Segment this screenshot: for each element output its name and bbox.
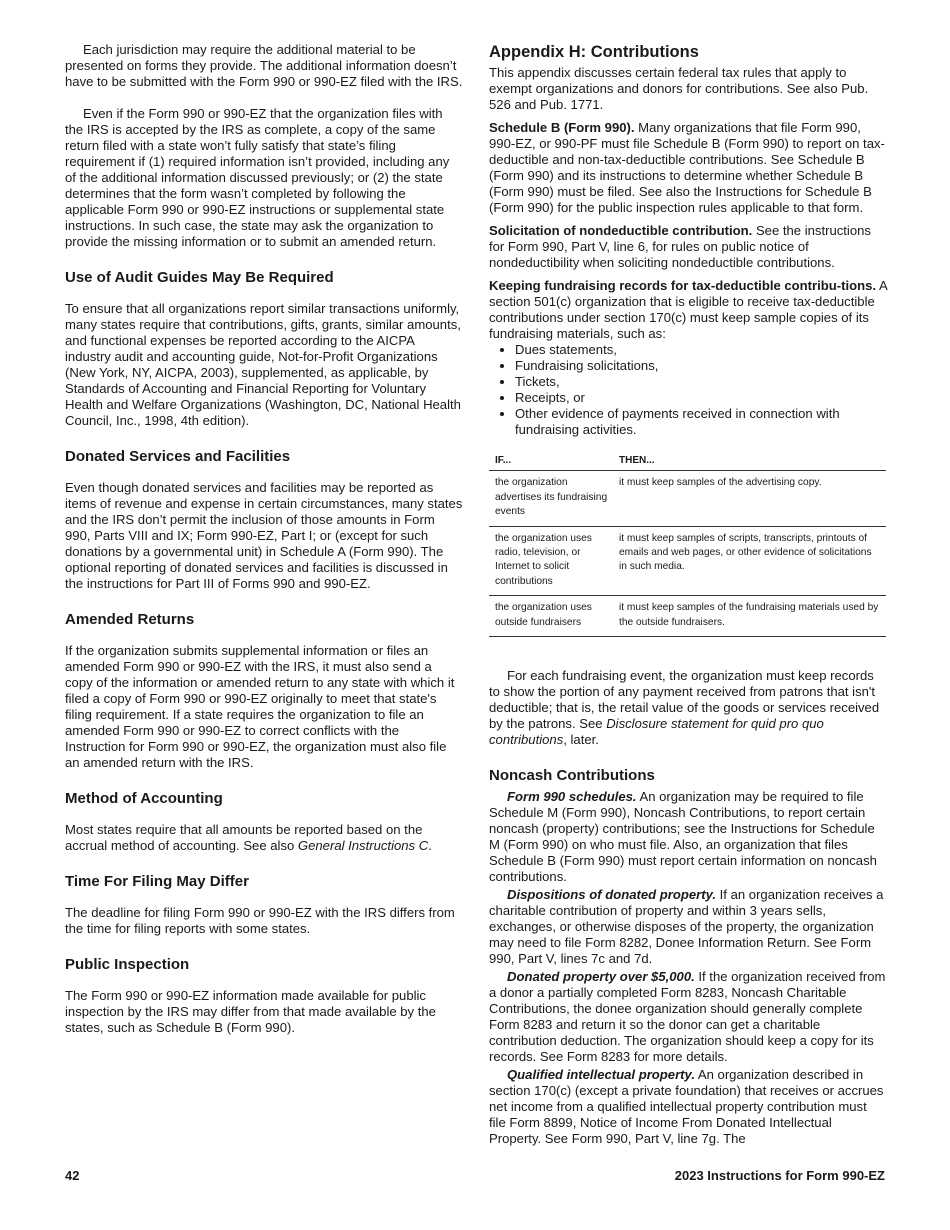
fundraising-materials-list xyxy=(489,342,887,438)
general-instructions-reference: General Instructions C xyxy=(297,838,429,853)
form-990-schedules-lead: Form 990 schedules. xyxy=(507,789,637,805)
intellectual-property-paragraph: Qualified intellectual property. An organization described in section 170(c) (except a private foundation) that receives or accrues net income from a qualified intellectual property contribution must file Form 8899, Notice of Income From Donated Intellectual Property. See Form 990, Part V, line 7g. The xyxy=(489,1067,884,1147)
amended-returns-paragraph: If the organization submits supplemental information or files an amended Form 990 or 990-EZ with the IRS, it must also send a copy of the information or amended return to any state with which it filed a copy of Form 990 or 990-EZ originally to meet that state's filing requirement. If a state requires the organization to file an amended Form 990 or 990-EZ to correct conflicts with the Instruction for Form 990 or 990-EZ, the organization must also file an amended return with the IRS. xyxy=(65,643,455,770)
table-cell-then: it must keep samples of the advertising copy. xyxy=(613,471,886,526)
intro-paragraph-2: Even if the Form 990 or 990-EZ that the organization files with the IRS is accepted by the IRS as complete, a copy of the same return filed with a state won’t fully satisfy that state’s filing requirement if (1) required information isn’t provided, including any of the additional information discussed previously; or (2) the state determines that the form wasn’t completed by following the applicable Form 990 or 990-EZ instructions or supplemental state instructions. In such case, the state may ask the organization to provide the missing information or to submit an amended return. xyxy=(65,106,450,249)
dispositions-paragraph: Dispositions of donated property. If an organization receives a charitable contribution of property and within 3 years sells, exchanges, or otherwise disposes of the property, the organization may need to file Form 8282, Donee Information Return. See Form 990, Part V, lines 7c and 7d. xyxy=(489,887,884,967)
amended-returns-heading: Amended Returns xyxy=(65,611,195,628)
table-cell-then: it must keep samples of the fundraising materials used by the outside fundraisers. xyxy=(613,596,886,637)
intellectual-property-lead: Qualified intellectual property. xyxy=(507,1067,695,1083)
noncash-contributions-heading: Noncash Contributions xyxy=(489,767,655,785)
list-item: • Dues statements, xyxy=(515,342,887,358)
if-column-header: IF... xyxy=(489,454,613,471)
table-row xyxy=(489,471,886,526)
right-column xyxy=(489,42,887,1147)
donated-services-heading: Donated Services and Facilities xyxy=(65,448,291,465)
keeping-records-paragraph: Keeping fundraising records for tax-deductible contribu-tions. A section 501(c) organization that is eligible to receive tax-deductible contributions under section 170(c) must keep sample copies of its fundraising materials, such as: xyxy=(489,278,887,341)
time-for-filing-paragraph: The deadline for filing Form 990 or 990-EZ with the IRS differs from the time for filing reports with some states. xyxy=(65,905,455,936)
table-cell-if: the organization uses radio, television, or Internet to solicit contributions xyxy=(489,526,613,596)
list-item: • Receipts, or xyxy=(515,390,887,406)
quid-pro-quo-reference: Disclosure statement for quid pro quo contributions xyxy=(489,716,824,748)
then-column-header: THEN... xyxy=(613,454,886,471)
table-row xyxy=(489,526,886,596)
list-item: • Tickets, xyxy=(515,374,887,390)
property-over-5000-lead: Donated property over $5,000. xyxy=(507,969,695,985)
solicitation-lead: Solicitation of nondeductible contribution. xyxy=(489,223,753,238)
keeping-records-lead: Keeping fundraising records for tax-deductible contribu-tions. xyxy=(489,278,877,293)
list-item: • Other evidence of payments received in connection with fundraising activities. xyxy=(515,406,887,438)
audit-guides-heading: Use of Audit Guides May Be Required xyxy=(65,269,334,286)
table-cell-then: it must keep samples of scripts, transcripts, printouts of emails and web pages, or other evidence of solicitations in such media. xyxy=(613,526,886,596)
property-over-5000-paragraph: Donated property over $5,000. If the organization received from a donor a partially completed Form 8283, Noncash Charitable Contributions, the donee organization should generally complete Form 8283 and return it so the donor can get a charitable contribution deduction. The organization should keep a copy for its records. See Form 8283 for more details. xyxy=(489,969,886,1065)
audit-guides-paragraph: To ensure that all organizations report similar transactions uniformly, many states require that contributions, gifts, grants, similar amounts, and functional expenses be reported according to the AICPA industry audit and accounting guide, Not-for-Profit Organizations (New York, NY, AICPA, 2003), supplemented, as applicable, by Standards of Accounting and Financial Reporting for Voluntary Health and Welfare Organizations (Washington, DC, National Health Council, Inc., 1998, 4th edition). xyxy=(65,301,461,428)
form-990-schedules-paragraph: Form 990 schedules. An organization may be required to file Schedule M (Form 990), Noncash Contributions, to report certain noncash (property) contributions; see the Instructions for Schedule M (Form 990) on who must file. Also, an organization that files Schedule B (Form 990) must report certain information on noncash contributions. xyxy=(489,789,877,885)
table-header-row xyxy=(489,454,886,471)
public-inspection-heading: Public Inspection xyxy=(65,956,190,973)
intro-paragraph-1: Each jurisdiction may require the additional material to be presented on forms they provide. The additional information doesn’t have to be submitted with the Form 990 or 990-EZ filed with the IRS. xyxy=(65,42,463,89)
schedule-b-paragraph: Schedule B (Form 990). Many organizations that file Form 990, 990-EZ, or 990-PF must file Schedule B (Form 990) to report on tax-deductible and non-tax-deductible contributions. See Schedule B (Form 990) and its instructions to determine whether Schedule B (Form 990) must be filed. See also the Instructions for Schedule B (Form 990) for the public inspection rules applicable to that form. xyxy=(489,120,885,215)
appendix-h-heading: Appendix H: Contributions xyxy=(489,43,699,61)
document-title-footer: 2023 Instructions for Form 990-EZ xyxy=(674,1168,885,1183)
appendix-h-paragraph: This appendix discusses certain federal tax rules that apply to exempt organizations and donors for contributions. See also Pub. 526 and Pub. 1771. xyxy=(489,65,869,112)
solicitation-paragraph: Solicitation of nondeductible contribution. See the instructions for Form 990, Part V, line 6, for rules on public notice of nondeductibility when soliciting nondeductible contributions. xyxy=(489,223,871,270)
public-inspection-paragraph: The Form 990 or 990-EZ information made available for public inspection by the IRS may differ from that made available by the states, such as Schedule B (Form 990). xyxy=(65,988,436,1035)
left-column xyxy=(65,42,463,1036)
table-row xyxy=(489,596,886,637)
method-of-accounting-heading: Method of Accounting xyxy=(65,790,223,807)
list-item: • Fundraising solicitations, xyxy=(515,358,887,374)
schedule-b-lead: Schedule B (Form 990). xyxy=(489,120,635,135)
dispositions-lead: Dispositions of donated property. xyxy=(507,887,717,903)
table-cell-if: the organization uses outside fundraisers xyxy=(489,596,613,637)
time-for-filing-heading: Time For Filing May Differ xyxy=(65,873,249,890)
if-then-table xyxy=(489,454,886,637)
fundraising-event-paragraph: For each fundraising event, the organization must keep records to show the portion of any payment received from patrons that isn't deductible; that is, the retail value of the goods or services received by the patrons. See Disclosure statement for quid pro quo contributions, later. xyxy=(489,668,880,748)
donated-services-paragraph: Even though donated services and facilities may be reported as items of revenue and expense in certain circumstances, many states and the IRS don’t permit the inclusion of those amounts in Form 990, Parts VIII and IX; Form 990-EZ, Part I; or (except for such donations by a governmental unit) in Schedule A (Form 990). The optional reporting of donated services and facilities is discussed in the instructions for Part III of Forms 990 and 990-EZ. xyxy=(65,480,463,591)
table-cell-if: the organization advertises its fundraising events xyxy=(489,471,613,526)
page-number: 42 xyxy=(65,1168,80,1183)
method-of-accounting-paragraph: Most states require that all amounts be reported based on the accrual method of accounting. See also General Instructions C. xyxy=(65,822,432,853)
